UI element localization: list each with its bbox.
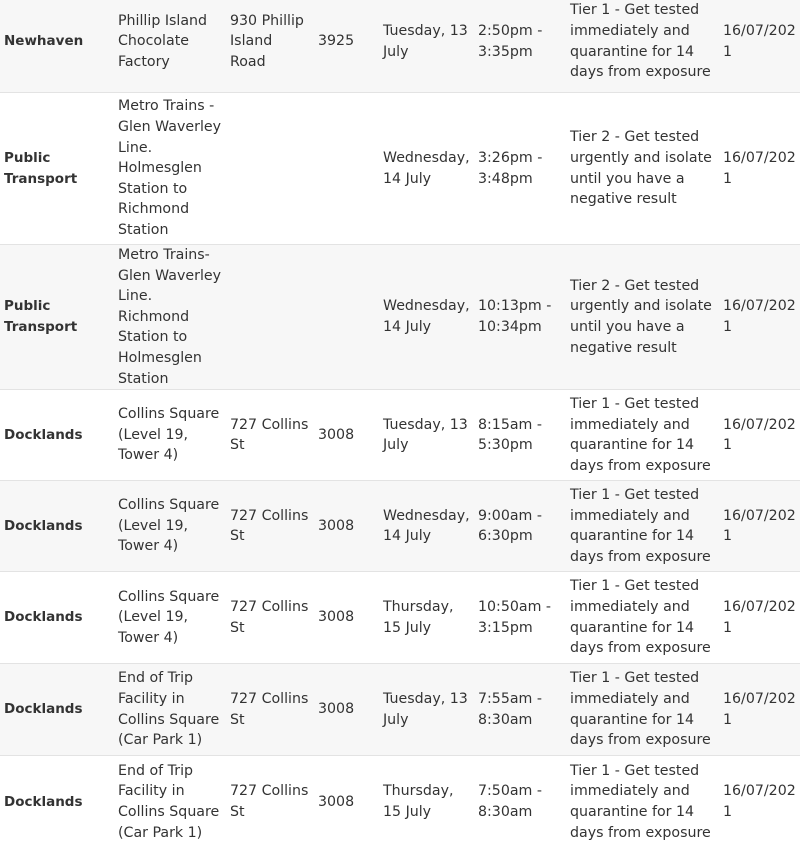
- exposure-time-cell: 2:50pm - 3:35pm: [474, 0, 566, 93]
- table-row: [0, 245, 800, 390]
- added-date-cell: 16/07/2021: [719, 572, 800, 664]
- site-cell: Metro Trains- Glen Waverley Line. Richmond Station to Holmesglen Station: [114, 245, 226, 390]
- suburb-cell: Docklands: [0, 664, 114, 756]
- added-date-cell: 16/07/2021: [719, 390, 800, 481]
- health-advice-cell: Tier 1 - Get tested immediately and quarantine for 14 days from exposure: [566, 481, 719, 572]
- site-cell: Phillip Island Chocolate Factory: [114, 0, 226, 93]
- added-date-cell: 16/07/2021: [719, 481, 800, 572]
- table-row: [0, 756, 800, 848]
- address-cell: 727 Collins St: [226, 481, 314, 572]
- health-advice-cell: Tier 1 - Get tested immediately and quarantine for 14 days from exposure: [566, 390, 719, 481]
- health-advice-cell: Tier 2 - Get tested urgently and isolate until you have a negative result: [566, 93, 719, 245]
- health-advice-cell: Tier 1 - Get tested immediately and quarantine for 14 days from exposure: [566, 756, 719, 848]
- table-row: [0, 0, 800, 93]
- health-advice-cell: Tier 1 - Get tested immediately and quarantine for 14 days from exposure: [566, 0, 719, 93]
- suburb-cell: Newhaven: [0, 0, 114, 93]
- exposure-time-cell: 7:55am - 8:30am: [474, 664, 566, 756]
- postcode-cell: 3925: [314, 0, 379, 93]
- added-date-cell: 16/07/2021: [719, 93, 800, 245]
- table-row: [0, 390, 800, 481]
- health-advice-cell: Tier 1 - Get tested immediately and quarantine for 14 days from exposure: [566, 664, 719, 756]
- address-cell: 727 Collins St: [226, 390, 314, 481]
- postcode-cell: [314, 245, 379, 390]
- added-date-cell: 16/07/2021: [719, 756, 800, 848]
- exposure-time-cell: 10:50am - 3:15pm: [474, 572, 566, 664]
- table-row: [0, 572, 800, 664]
- added-date-cell: 16/07/2021: [719, 245, 800, 390]
- site-cell: Collins Square (Level 19, Tower 4): [114, 390, 226, 481]
- address-cell: [226, 245, 314, 390]
- site-cell: Collins Square (Level 19, Tower 4): [114, 481, 226, 572]
- exposure-time-cell: 7:50am - 8:30am: [474, 756, 566, 848]
- site-cell: End of Trip Facility in Collins Square (Car Park 1): [114, 756, 226, 848]
- postcode-cell: 3008: [314, 390, 379, 481]
- health-advice-cell: Tier 1 - Get tested immediately and quarantine for 14 days from exposure: [566, 572, 719, 664]
- site-cell: Metro Trains - Glen Waverley Line. Holmesglen Station to Richmond Station: [114, 93, 226, 245]
- site-cell: Collins Square (Level 19, Tower 4): [114, 572, 226, 664]
- site-cell: End of Trip Facility in Collins Square (Car Park 1): [114, 664, 226, 756]
- exposure-time-cell: 8:15am - 5:30pm: [474, 390, 566, 481]
- suburb-cell: Docklands: [0, 481, 114, 572]
- suburb-cell: Public Transport: [0, 245, 114, 390]
- address-cell: [226, 93, 314, 245]
- health-advice-cell: Tier 2 - Get tested urgently and isolate until you have a negative result: [566, 245, 719, 390]
- address-cell: 727 Collins St: [226, 664, 314, 756]
- suburb-cell: Docklands: [0, 572, 114, 664]
- address-cell: 727 Collins St: [226, 756, 314, 848]
- added-date-cell: 16/07/2021: [719, 664, 800, 756]
- postcode-cell: 3008: [314, 664, 379, 756]
- suburb-cell: Docklands: [0, 756, 114, 848]
- suburb-cell: Public Transport: [0, 93, 114, 245]
- table-row: [0, 481, 800, 572]
- postcode-cell: 3008: [314, 481, 379, 572]
- exposure-date-cell: Wednesday, 14 July: [379, 481, 474, 572]
- exposure-date-cell: Tuesday, 13 July: [379, 0, 474, 93]
- address-cell: 727 Collins St: [226, 572, 314, 664]
- exposure-date-cell: Tuesday, 13 July: [379, 390, 474, 481]
- postcode-cell: 3008: [314, 756, 379, 848]
- exposure-time-cell: 3:26pm - 3:48pm: [474, 93, 566, 245]
- exposure-date-cell: Wednesday, 14 July: [379, 245, 474, 390]
- postcode-cell: [314, 93, 379, 245]
- exposure-time-cell: 9:00am - 6:30pm: [474, 481, 566, 572]
- exposure-date-cell: Thursday, 15 July: [379, 756, 474, 848]
- added-date-cell: 16/07/2021: [719, 0, 800, 93]
- suburb-cell: Docklands: [0, 390, 114, 481]
- exposure-time-cell: 10:13pm - 10:34pm: [474, 245, 566, 390]
- postcode-cell: 3008: [314, 572, 379, 664]
- exposure-date-cell: Tuesday, 13 July: [379, 664, 474, 756]
- table-row: [0, 664, 800, 756]
- exposure-date-cell: Thursday, 15 July: [379, 572, 474, 664]
- table-row: [0, 93, 800, 245]
- address-cell: 930 Phillip Island Road: [226, 0, 314, 93]
- exposure-date-cell: Wednesday, 14 July: [379, 93, 474, 245]
